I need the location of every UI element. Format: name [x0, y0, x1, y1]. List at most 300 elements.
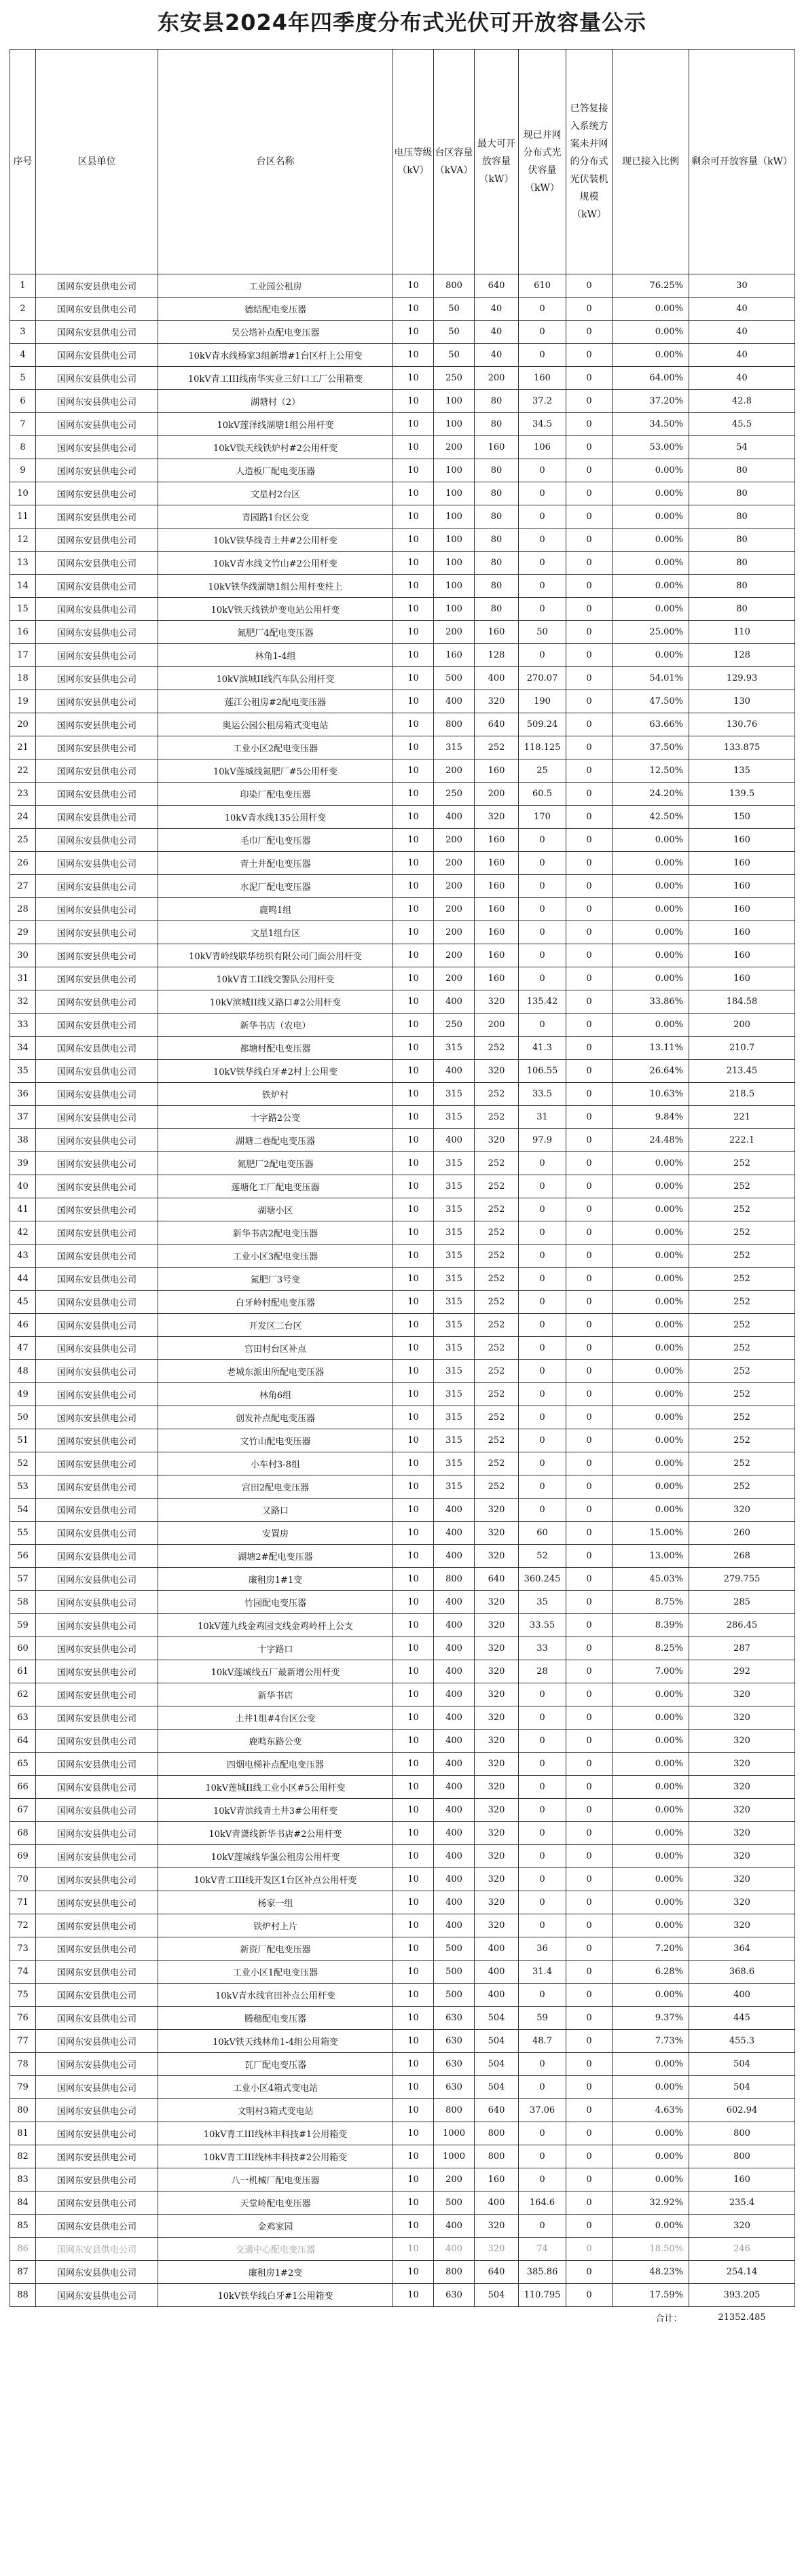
table-row — [10, 1129, 795, 1152]
cell-remaining: 184.58 — [689, 990, 795, 1014]
cell-ratio: 37.50% — [613, 736, 689, 759]
cell-ratio: 37.20% — [613, 390, 689, 413]
cell-seq: 63 — [10, 1706, 36, 1730]
cell-area: 莲江公租房#2配电变压器 — [158, 690, 393, 713]
cell-approved: 0 — [566, 482, 613, 505]
cell-approved: 0 — [566, 2145, 613, 2168]
cell-connected: 0 — [519, 1753, 566, 1776]
cell-voltage: 10 — [393, 482, 434, 505]
cell-approved: 0 — [566, 598, 613, 621]
cell-approved: 0 — [566, 1753, 613, 1776]
cell-unit: 国网东安县供电公司 — [36, 967, 158, 990]
cell-approved: 0 — [566, 1383, 613, 1406]
cell-area: 10kV莲城线五厂最新增公用杆变 — [158, 1660, 393, 1683]
cell-connected: 164.6 — [519, 2192, 566, 2215]
cell-seq: 43 — [10, 1245, 36, 1268]
cell-capacity: 315 — [434, 1406, 475, 1429]
cell-max-open: 252 — [475, 1406, 519, 1429]
cell-connected: 74 — [519, 2238, 566, 2261]
cell-seq: 50 — [10, 1406, 36, 1429]
cell-max-open: 320 — [475, 990, 519, 1014]
cell-connected: 0 — [519, 575, 566, 598]
cell-connected: 0 — [519, 1452, 566, 1475]
cell-max-open: 80 — [475, 390, 519, 413]
cell-remaining: 218.5 — [689, 1083, 795, 1106]
cell-remaining: 80 — [689, 482, 795, 505]
cell-seq: 36 — [10, 1083, 36, 1106]
cell-approved: 0 — [566, 344, 613, 367]
table-row — [10, 1868, 795, 1891]
cell-max-open: 320 — [475, 1522, 519, 1545]
cell-remaining: 135 — [689, 759, 795, 783]
cell-approved: 0 — [566, 2168, 613, 2192]
cell-capacity: 200 — [434, 898, 475, 921]
cell-remaining: 800 — [689, 2122, 795, 2145]
cell-max-open: 252 — [475, 1360, 519, 1383]
cell-unit: 国网东安县供电公司 — [36, 1452, 158, 1475]
cell-approved: 0 — [566, 1845, 613, 1868]
table-row — [10, 505, 795, 529]
cell-voltage: 10 — [393, 505, 434, 529]
cell-ratio: 8.25% — [613, 1637, 689, 1660]
cell-unit: 国网东安县供电公司 — [36, 1961, 158, 1984]
cell-capacity: 250 — [434, 1014, 475, 1037]
cell-approved: 0 — [566, 1822, 613, 1845]
cell-area: 工业小区2配电变压器 — [158, 736, 393, 759]
cell-area: 林角6组 — [158, 1383, 393, 1406]
cell-area: 工业园公租房 — [158, 274, 393, 298]
cell-remaining: 400 — [689, 1984, 795, 2007]
table-row — [10, 690, 795, 713]
cell-unit: 国网东安县供电公司 — [36, 1198, 158, 1221]
cell-area: 创发补点配电变压器 — [158, 1406, 393, 1429]
cell-connected: 97.9 — [519, 1129, 566, 1152]
cell-capacity: 315 — [434, 1152, 475, 1175]
cell-unit: 国网东安县供电公司 — [36, 1522, 158, 1545]
cell-remaining: 279.755 — [689, 1568, 795, 1591]
cell-max-open: 320 — [475, 1868, 519, 1891]
cell-seq: 12 — [10, 529, 36, 552]
cell-remaining: 252 — [689, 1406, 795, 1429]
cell-approved: 0 — [566, 1129, 613, 1152]
cell-remaining: 110 — [689, 621, 795, 644]
cell-area: 10kV青水线官田补点公用杆变 — [158, 1984, 393, 2007]
cell-capacity: 630 — [434, 2284, 475, 2307]
cell-remaining: 445 — [689, 2007, 795, 2030]
cell-remaining: 320 — [689, 1776, 795, 1799]
cell-seq: 59 — [10, 1614, 36, 1637]
cell-seq: 41 — [10, 1198, 36, 1221]
cell-voltage: 10 — [393, 621, 434, 644]
cell-max-open: 160 — [475, 898, 519, 921]
cell-ratio: 0.00% — [613, 921, 689, 944]
cell-capacity: 200 — [434, 621, 475, 644]
cell-voltage: 10 — [393, 1637, 434, 1660]
cell-connected: 0 — [519, 2076, 566, 2099]
cell-area: 莲塘化工厂配电变压器 — [158, 1175, 393, 1198]
cell-ratio: 15.00% — [613, 1522, 689, 1545]
cell-area: 10kV铁天线铁炉村#2公用杆变 — [158, 436, 393, 459]
cell-max-open: 320 — [475, 1845, 519, 1868]
cell-seq: 10 — [10, 482, 36, 505]
cell-area: 人造板厂配电变压器 — [158, 459, 393, 482]
cell-seq: 74 — [10, 1961, 36, 1984]
table-row — [10, 482, 795, 505]
table-row — [10, 1522, 795, 1545]
cell-voltage: 10 — [393, 1360, 434, 1383]
cell-capacity: 250 — [434, 367, 475, 390]
cell-voltage: 10 — [393, 459, 434, 482]
cell-unit: 国网东安县供电公司 — [36, 806, 158, 829]
cell-connected: 0 — [519, 552, 566, 575]
cell-remaining: 45.5 — [689, 413, 795, 436]
cell-approved: 0 — [566, 1568, 613, 1591]
cell-area: 四烟电梯补点配电变压器 — [158, 1753, 393, 1776]
cell-approved: 0 — [566, 2122, 613, 2145]
cell-ratio: 53.00% — [613, 436, 689, 459]
cell-area: 文竹山配电变压器 — [158, 1429, 393, 1452]
cell-voltage: 10 — [393, 829, 434, 852]
cell-unit: 国网东安县供电公司 — [36, 1014, 158, 1037]
cell-seq: 51 — [10, 1429, 36, 1452]
cell-connected: 31.4 — [519, 1961, 566, 1984]
cell-approved: 0 — [566, 829, 613, 852]
cell-area: 10kV莲九线金鸡园支线金鸡岭杆上公支 — [158, 1614, 393, 1637]
cell-seq: 67 — [10, 1799, 36, 1822]
cell-voltage: 10 — [393, 644, 434, 667]
cell-voltage: 10 — [393, 1937, 434, 1961]
cell-area: 10kV铁华线湖塘1组公用杆变柱上 — [158, 575, 393, 598]
cell-approved: 0 — [566, 1614, 613, 1637]
table-row — [10, 1891, 795, 1914]
cell-max-open: 504 — [475, 2076, 519, 2099]
header-capacity: 台区容量（kVA） — [434, 50, 475, 274]
cell-seq: 37 — [10, 1106, 36, 1129]
cell-max-open: 252 — [475, 1175, 519, 1198]
cell-voltage: 10 — [393, 875, 434, 898]
cell-approved: 0 — [566, 1730, 613, 1753]
cell-max-open: 252 — [475, 1037, 519, 1060]
cell-capacity: 315 — [434, 1337, 475, 1360]
cell-approved: 0 — [566, 1660, 613, 1683]
cell-max-open: 640 — [475, 274, 519, 298]
cell-seq: 47 — [10, 1337, 36, 1360]
cell-ratio: 0.00% — [613, 1406, 689, 1429]
cell-capacity: 1000 — [434, 2122, 475, 2145]
table-row — [10, 367, 795, 390]
cell-max-open: 200 — [475, 367, 519, 390]
total-value: 21352.485 — [718, 2312, 766, 2323]
cell-unit: 国网东安县供电公司 — [36, 1268, 158, 1291]
cell-approved: 0 — [566, 1221, 613, 1245]
cell-approved: 0 — [566, 1314, 613, 1337]
table-row — [10, 2192, 795, 2215]
cell-max-open: 80 — [475, 459, 519, 482]
cell-ratio: 63.66% — [613, 713, 689, 736]
cell-area: 10kV青滨线青土井3#公用杆变 — [158, 1799, 393, 1822]
cell-seq: 77 — [10, 2030, 36, 2053]
cell-approved: 0 — [566, 898, 613, 921]
cell-voltage: 10 — [393, 1568, 434, 1591]
cell-area: 安置房 — [158, 1522, 393, 1545]
cell-seq: 21 — [10, 736, 36, 759]
cell-unit: 国网东安县供电公司 — [36, 1499, 158, 1522]
cell-ratio: 10.63% — [613, 1083, 689, 1106]
cell-ratio: 0.00% — [613, 482, 689, 505]
cell-ratio: 0.00% — [613, 1799, 689, 1822]
cell-voltage: 10 — [393, 552, 434, 575]
cell-capacity: 160 — [434, 644, 475, 667]
table-row — [10, 1360, 795, 1383]
cell-seq: 33 — [10, 1014, 36, 1037]
cell-capacity: 315 — [434, 1175, 475, 1198]
table-row — [10, 1937, 795, 1961]
cell-unit: 国网东安县供电公司 — [36, 413, 158, 436]
cell-remaining: 364 — [689, 1937, 795, 1961]
table-row — [10, 1083, 795, 1106]
cell-voltage: 10 — [393, 1268, 434, 1291]
cell-capacity: 400 — [434, 2215, 475, 2238]
cell-approved: 0 — [566, 1060, 613, 1083]
cell-connected: 0 — [519, 1776, 566, 1799]
cell-seq: 14 — [10, 575, 36, 598]
cell-approved: 0 — [566, 436, 613, 459]
cell-remaining: 252 — [689, 1198, 795, 1221]
cell-remaining: 222.1 — [689, 1129, 795, 1152]
cell-approved: 0 — [566, 713, 613, 736]
cell-capacity: 315 — [434, 1429, 475, 1452]
cell-seq: 25 — [10, 829, 36, 852]
table-row — [10, 2076, 795, 2099]
cell-approved: 0 — [566, 2030, 613, 2053]
table-row — [10, 806, 795, 829]
cell-approved: 0 — [566, 2284, 613, 2307]
cell-remaining: 221 — [689, 1106, 795, 1129]
cell-connected: 0 — [519, 1891, 566, 1914]
cell-max-open: 252 — [475, 1291, 519, 1314]
table-row — [10, 1730, 795, 1753]
table-row — [10, 1314, 795, 1337]
cell-connected: 270.07 — [519, 667, 566, 690]
table-row — [10, 390, 795, 413]
cell-remaining: 252 — [689, 1221, 795, 1245]
cell-unit: 国网东安县供电公司 — [36, 1429, 158, 1452]
cell-connected: 160 — [519, 367, 566, 390]
cell-ratio: 7.00% — [613, 1660, 689, 1683]
cell-capacity: 200 — [434, 875, 475, 898]
cell-seq: 56 — [10, 1545, 36, 1568]
cell-connected: 0 — [519, 1314, 566, 1337]
cell-approved: 0 — [566, 1037, 613, 1060]
cell-unit: 国网东安县供电公司 — [36, 1706, 158, 1730]
cell-unit: 国网东安县供电公司 — [36, 321, 158, 344]
cell-capacity: 400 — [434, 1660, 475, 1683]
table-row — [10, 1152, 795, 1175]
cell-approved: 0 — [566, 1683, 613, 1706]
cell-seq: 29 — [10, 921, 36, 944]
cell-connected: 28 — [519, 1660, 566, 1683]
cell-remaining: 252 — [689, 1383, 795, 1406]
cell-unit: 国网东安县供电公司 — [36, 1891, 158, 1914]
cell-ratio: 0.00% — [613, 1198, 689, 1221]
cell-unit: 国网东安县供电公司 — [36, 690, 158, 713]
cell-area: 林角1-4组 — [158, 644, 393, 667]
cell-capacity: 400 — [434, 1776, 475, 1799]
cell-capacity: 500 — [434, 1961, 475, 1984]
cell-ratio: 0.00% — [613, 1383, 689, 1406]
cell-seq: 76 — [10, 2007, 36, 2030]
cell-remaining: 252 — [689, 1245, 795, 1268]
cell-ratio: 0.00% — [613, 1891, 689, 1914]
cell-seq: 61 — [10, 1660, 36, 1683]
table-row — [10, 552, 795, 575]
cell-unit: 国网东安县供电公司 — [36, 1175, 158, 1198]
cell-connected: 31 — [519, 1106, 566, 1129]
cell-approved: 0 — [566, 921, 613, 944]
cell-unit: 国网东安县供电公司 — [36, 598, 158, 621]
cell-connected: 118.125 — [519, 736, 566, 759]
cell-remaining: 54 — [689, 436, 795, 459]
cell-ratio: 34.50% — [613, 413, 689, 436]
cell-capacity: 800 — [434, 1568, 475, 1591]
cell-area: 宫田村台区补点 — [158, 1337, 393, 1360]
cell-approved: 0 — [566, 390, 613, 413]
cell-unit: 国网东安县供电公司 — [36, 1730, 158, 1753]
cell-connected: 0 — [519, 344, 566, 367]
cell-seq: 60 — [10, 1637, 36, 1660]
cell-unit: 国网东安县供电公司 — [36, 1568, 158, 1591]
table-row — [10, 967, 795, 990]
cell-max-open: 320 — [475, 1799, 519, 1822]
cell-voltage: 10 — [393, 2215, 434, 2238]
cell-capacity: 400 — [434, 1730, 475, 1753]
table-row — [10, 1961, 795, 1984]
cell-approved: 0 — [566, 759, 613, 783]
cell-capacity: 400 — [434, 2238, 475, 2261]
cell-capacity: 500 — [434, 1937, 475, 1961]
cell-seq: 18 — [10, 667, 36, 690]
table-row — [10, 1637, 795, 1660]
cell-seq: 9 — [10, 459, 36, 482]
table-row — [10, 1568, 795, 1591]
cell-unit: 国网东安县供电公司 — [36, 644, 158, 667]
cell-ratio: 26.64% — [613, 1060, 689, 1083]
cell-connected: 25 — [519, 759, 566, 783]
cell-approved: 0 — [566, 529, 613, 552]
cell-unit: 国网东安县供电公司 — [36, 1845, 158, 1868]
cell-connected: 33 — [519, 1637, 566, 1660]
cell-area: 白牙岭村配电变压器 — [158, 1291, 393, 1314]
cell-area: 宫田2配电变压器 — [158, 1475, 393, 1499]
cell-voltage: 10 — [393, 2284, 434, 2307]
cell-remaining: 320 — [689, 1799, 795, 1822]
cell-voltage: 10 — [393, 2053, 434, 2076]
cell-voltage: 10 — [393, 2168, 434, 2192]
cell-voltage: 10 — [393, 1337, 434, 1360]
cell-unit: 国网东安县供电公司 — [36, 713, 158, 736]
cell-unit: 国网东安县供电公司 — [36, 1360, 158, 1383]
cell-max-open: 160 — [475, 2168, 519, 2192]
cell-area: 10kV青水线文竹山#2公用杆变 — [158, 552, 393, 575]
cell-ratio: 42.50% — [613, 806, 689, 829]
cell-seq: 30 — [10, 944, 36, 967]
cell-area: 10kV莲城线华强公租房公用杆变 — [158, 1845, 393, 1868]
cell-voltage: 10 — [393, 2007, 434, 2030]
cell-remaining: 139.5 — [689, 783, 795, 806]
cell-remaining: 210.7 — [689, 1037, 795, 1060]
cell-capacity: 630 — [434, 2053, 475, 2076]
cell-max-open: 320 — [475, 2215, 519, 2238]
cell-seq: 11 — [10, 505, 36, 529]
cell-seq: 20 — [10, 713, 36, 736]
cell-capacity: 100 — [434, 459, 475, 482]
cell-connected: 0 — [519, 875, 566, 898]
total-label: 合计： — [655, 2313, 682, 2324]
cell-voltage: 10 — [393, 1129, 434, 1152]
cell-connected: 0 — [519, 482, 566, 505]
cell-seq: 73 — [10, 1937, 36, 1961]
cell-connected: 0 — [519, 852, 566, 875]
table-row — [10, 898, 795, 921]
cell-approved: 0 — [566, 1706, 613, 1730]
cell-capacity: 200 — [434, 436, 475, 459]
cell-ratio: 0.00% — [613, 1452, 689, 1475]
cell-connected: 50 — [519, 621, 566, 644]
cell-ratio: 8.75% — [613, 1591, 689, 1614]
cell-remaining: 252 — [689, 1429, 795, 1452]
table-row — [10, 875, 795, 898]
cell-voltage: 10 — [393, 2030, 434, 2053]
cell-connected: 33.55 — [519, 1614, 566, 1637]
cell-connected: 0 — [519, 2053, 566, 2076]
cell-unit: 国网东安县供电公司 — [36, 367, 158, 390]
cell-connected: 0 — [519, 321, 566, 344]
cell-unit: 国网东安县供电公司 — [36, 2168, 158, 2192]
cell-ratio: 0.00% — [613, 1475, 689, 1499]
cell-approved: 0 — [566, 1914, 613, 1937]
cell-max-open: 320 — [475, 1591, 519, 1614]
table-row — [10, 436, 795, 459]
cell-area: 10kV青工III线南华实业三好口工厂公用箱变 — [158, 367, 393, 390]
cell-ratio: 0.00% — [613, 2145, 689, 2168]
cell-ratio: 0.00% — [613, 1868, 689, 1891]
cell-ratio: 25.00% — [613, 621, 689, 644]
cell-area: 10kV铁天线林角1-4组公用箱变 — [158, 2030, 393, 2053]
cell-remaining: 80 — [689, 598, 795, 621]
cell-ratio: 0.00% — [613, 1152, 689, 1175]
cell-ratio: 45.03% — [613, 1568, 689, 1591]
cell-capacity: 400 — [434, 1614, 475, 1637]
cell-connected: 36 — [519, 1937, 566, 1961]
cell-ratio: 54.01% — [613, 667, 689, 690]
cell-area: 又路口 — [158, 1499, 393, 1522]
cell-voltage: 10 — [393, 2238, 434, 2261]
cell-voltage: 10 — [393, 2261, 434, 2284]
cell-connected: 0 — [519, 1499, 566, 1522]
cell-area: 铁炉村上片 — [158, 1914, 393, 1937]
cell-capacity: 500 — [434, 1984, 475, 2007]
cell-seq: 6 — [10, 390, 36, 413]
cell-max-open: 80 — [475, 552, 519, 575]
cell-seq: 86 — [10, 2238, 36, 2261]
cell-remaining: 133.875 — [689, 736, 795, 759]
cell-approved: 0 — [566, 736, 613, 759]
cell-approved: 0 — [566, 1868, 613, 1891]
cell-capacity: 630 — [434, 2076, 475, 2099]
cell-ratio: 4.63% — [613, 2099, 689, 2122]
cell-area: 新华书店（农电） — [158, 1014, 393, 1037]
header-connected: 现已并网分布式光伏容量（kW） — [519, 50, 566, 274]
